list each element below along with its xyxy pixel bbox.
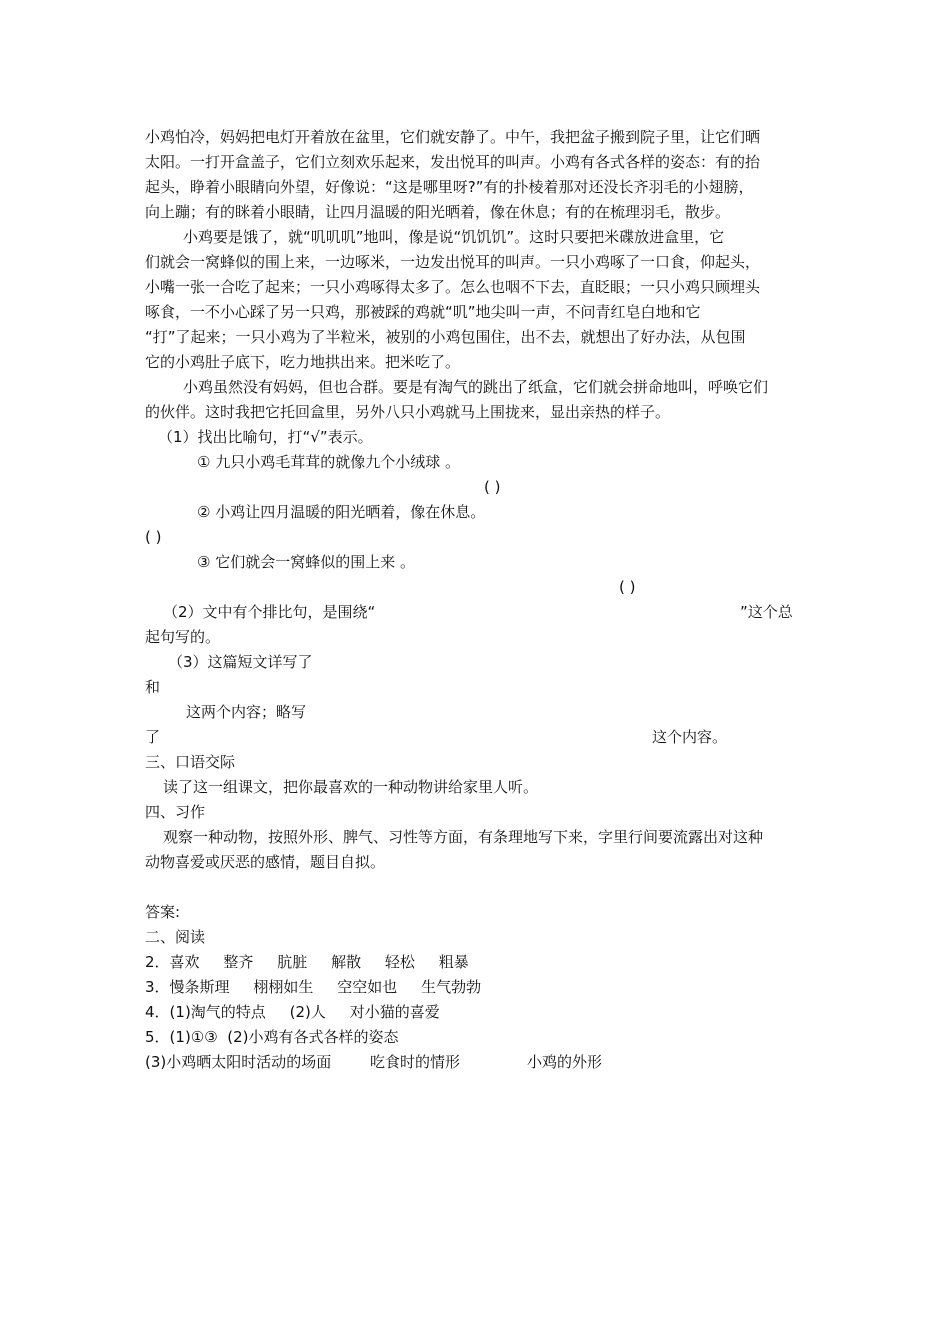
answer-line: (3)小鸡晒太阳时活动的场面	[145, 1053, 332, 1071]
question-1-item-2: ② 小鸡让四月温暖的阳光晒着，像在休息。	[197, 503, 486, 521]
answer-line: 3．慢条斯理 栩栩如生 空空如也 生气勃勃	[145, 978, 482, 996]
answer-line: 吃食时的情形	[370, 1053, 461, 1071]
question-3-and: 和	[145, 678, 161, 696]
text-line: 小鸡虽然没有妈妈，但也合群。要是有淘气的跳出了纸盒，它们就会拼命地叫，呼唤它们	[183, 378, 769, 396]
answer-paren: ( )	[619, 578, 636, 596]
text-line: “打”了起来；一只小鸡为了半粒米，被别的小鸡包围住，出不去，就想出了好办法，从包围	[145, 328, 746, 346]
answer-line: 2．喜欢 整齐 肮脏 解散 轻松 粗暴	[145, 953, 469, 971]
text-line: 啄食，一不小心踩了另一只鸡，那被踩的鸡就“叽”地尖叫一声，不问青红皂白地和它	[145, 303, 701, 321]
question-3-end: 这个内容。	[652, 728, 728, 746]
section-heading: 四、习作	[145, 803, 206, 821]
text-line: 起头，睁着小眼睛向外望，好像说：“这是哪里呀?”有的扑棱着那对还没长齐羽毛的小翅膀，	[145, 178, 754, 196]
question-1-item-3: ③ 它们就会一窝蜂似的围上来 。	[197, 553, 415, 571]
section-heading: 三、口语交际	[145, 753, 236, 771]
text-line: 太阳。一打开盒盖子，它们立刻欢乐起来，发出悦耳的叫声。小鸡有各式各样的姿态：有的抬	[145, 153, 761, 171]
text-line: 小鸡要是饿了，就“叽叽叽”地叫，像是说“饥饥饥”。这时只要把米碟放进盒里，它	[183, 228, 725, 246]
question-1-prompt: （1）找出比喻句，打“√”表示。	[158, 428, 373, 446]
question-3-le: 了	[145, 728, 161, 746]
answer-line: 5．(1)①③ (2)小鸡有各式各样的姿态	[145, 1028, 399, 1046]
question-1-item-1: ① 九只小鸡毛茸茸的就像九个小绒球 。	[197, 453, 460, 471]
text-line: 的伙伴。这时我把它托回盒里，另外八只小鸡就马上围拢来，显出亲热的样子。	[145, 403, 671, 421]
text-line: 小嘴一张一合吃了起来；一只小鸡啄得太多了。怎么也咽不下去，直眨眼；一只小鸡只顾埋头	[145, 278, 761, 296]
answer-line: 4．(1)淘气的特点 (2)人 对小猫的喜爱	[145, 1003, 440, 1021]
question-3-start: （3）这篇短文详写了	[168, 653, 313, 671]
question-2-cont: 起句写的。	[145, 628, 221, 646]
text-line: 们就会一窝蜂似的围上来，一边啄米，一边发出悦耳的叫声。一只小鸡啄了一口食，仰起头，	[145, 253, 761, 271]
answer-paren: ( )	[484, 478, 501, 496]
question-3-mid: 这两个内容；略写	[186, 703, 307, 721]
section-text: 观察一种动物，按照外形、脾气、习性等方面，有条理地写下来，字里行间要流露出对这种	[163, 828, 764, 846]
question-2-start: （2）文中有个排比句，是围绕“	[163, 603, 376, 621]
section-text: 读了这一组课文，把你最喜欢的一种动物讲给家里人听。	[163, 778, 539, 796]
answers-heading: 答案:	[145, 903, 181, 921]
answer-line: 小鸡的外形	[527, 1053, 603, 1071]
answers-subheading: 二、阅读	[145, 928, 206, 946]
text-line: 向上蹦；有的眯着小眼睛，让四月温暖的阳光晒着，像在休息；有的在梳理羽毛，散步。	[145, 203, 731, 221]
text-line: 小鸡怕冷，妈妈把电灯开着放在盆里，它们就安静了。中午，我把盆子搬到院子里，让它们晒	[145, 128, 761, 146]
section-text: 动物喜爱或厌恶的感情，题目自拟。	[145, 853, 386, 871]
text-line: 它的小鸡肚子底下，吃力地拱出来。把米吃了。	[145, 353, 461, 371]
answer-paren: ( )	[145, 528, 162, 546]
question-2-end: ”这个总	[740, 603, 793, 621]
